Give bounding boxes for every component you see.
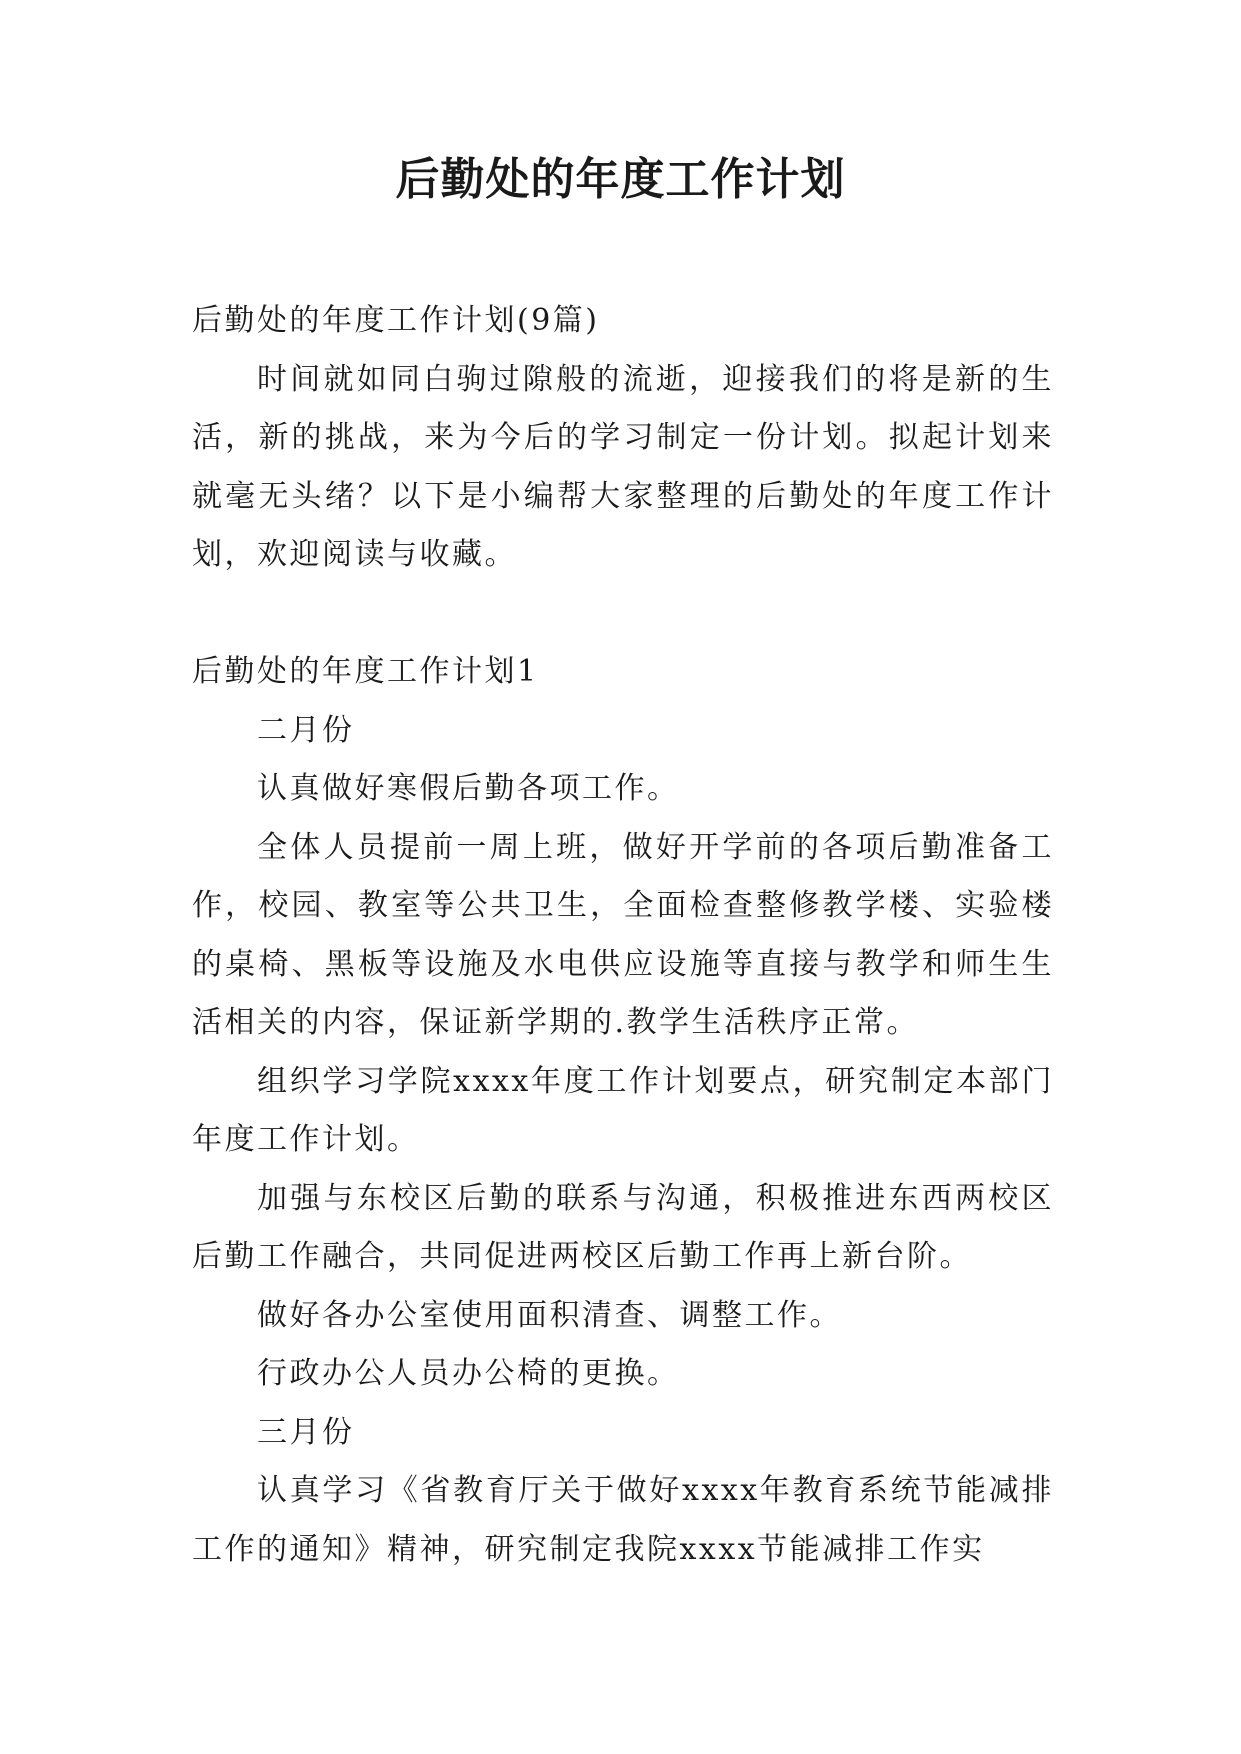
paragraph: 做好各办公室使用面积清查、调整工作。: [257, 1297, 842, 1333]
paragraph: 加强与东校区后勤的联系与沟通，积极推进东西两校区后勤工作融合，共同促进两校区后勤工作再上新台阶。: [192, 1180, 1054, 1274]
paragraph: 行政办公人员办公椅的更换。: [257, 1356, 680, 1391]
paragraph-intro: 时间就如同白驹过隙般的流逝，迎接我们的将是新的生活，新的挑战，来为今后的学习制定一份计划。拟起计划来就毫无头绪？以下是小编帮大家整理的后勤处的年度工作计划，欢迎阅读与收藏。: [192, 361, 1054, 572]
paragraph: 认真做好寒假后勤各项工作。: [257, 771, 680, 806]
paragraph-intro-heading: 后勤处的年度工作计划(9篇): [192, 303, 600, 338]
section-heading: 后勤处的年度工作计划1: [192, 654, 539, 689]
document-body: [192, 292, 1054, 1579]
paragraph: 全体人员提前一周上班，做好开学前的各项后勤准备工作，校园、教室等公共卫生，全面检查整修教学楼、实验楼的桌椅、黑板等设施及水电供应设施等直接与教学和师生生活相关的内容，保证新学期的.教学生活秩序正常。: [192, 829, 1054, 1040]
month-heading-february: 二月份: [257, 712, 355, 748]
document-title: 后勤处的年度工作计划: [395, 154, 846, 205]
paragraph: 组织学习学院xxxx年度工作计划要点，研究制定本部门年度工作计划。: [192, 1063, 1054, 1157]
month-heading-march: 三月份: [257, 1414, 355, 1450]
paragraph: 认真学习《省教育厅关于做好xxxx年教育系统节能减排工作的通知》精神，研究制定我院xxxx节能减排工作实: [192, 1473, 1054, 1567]
